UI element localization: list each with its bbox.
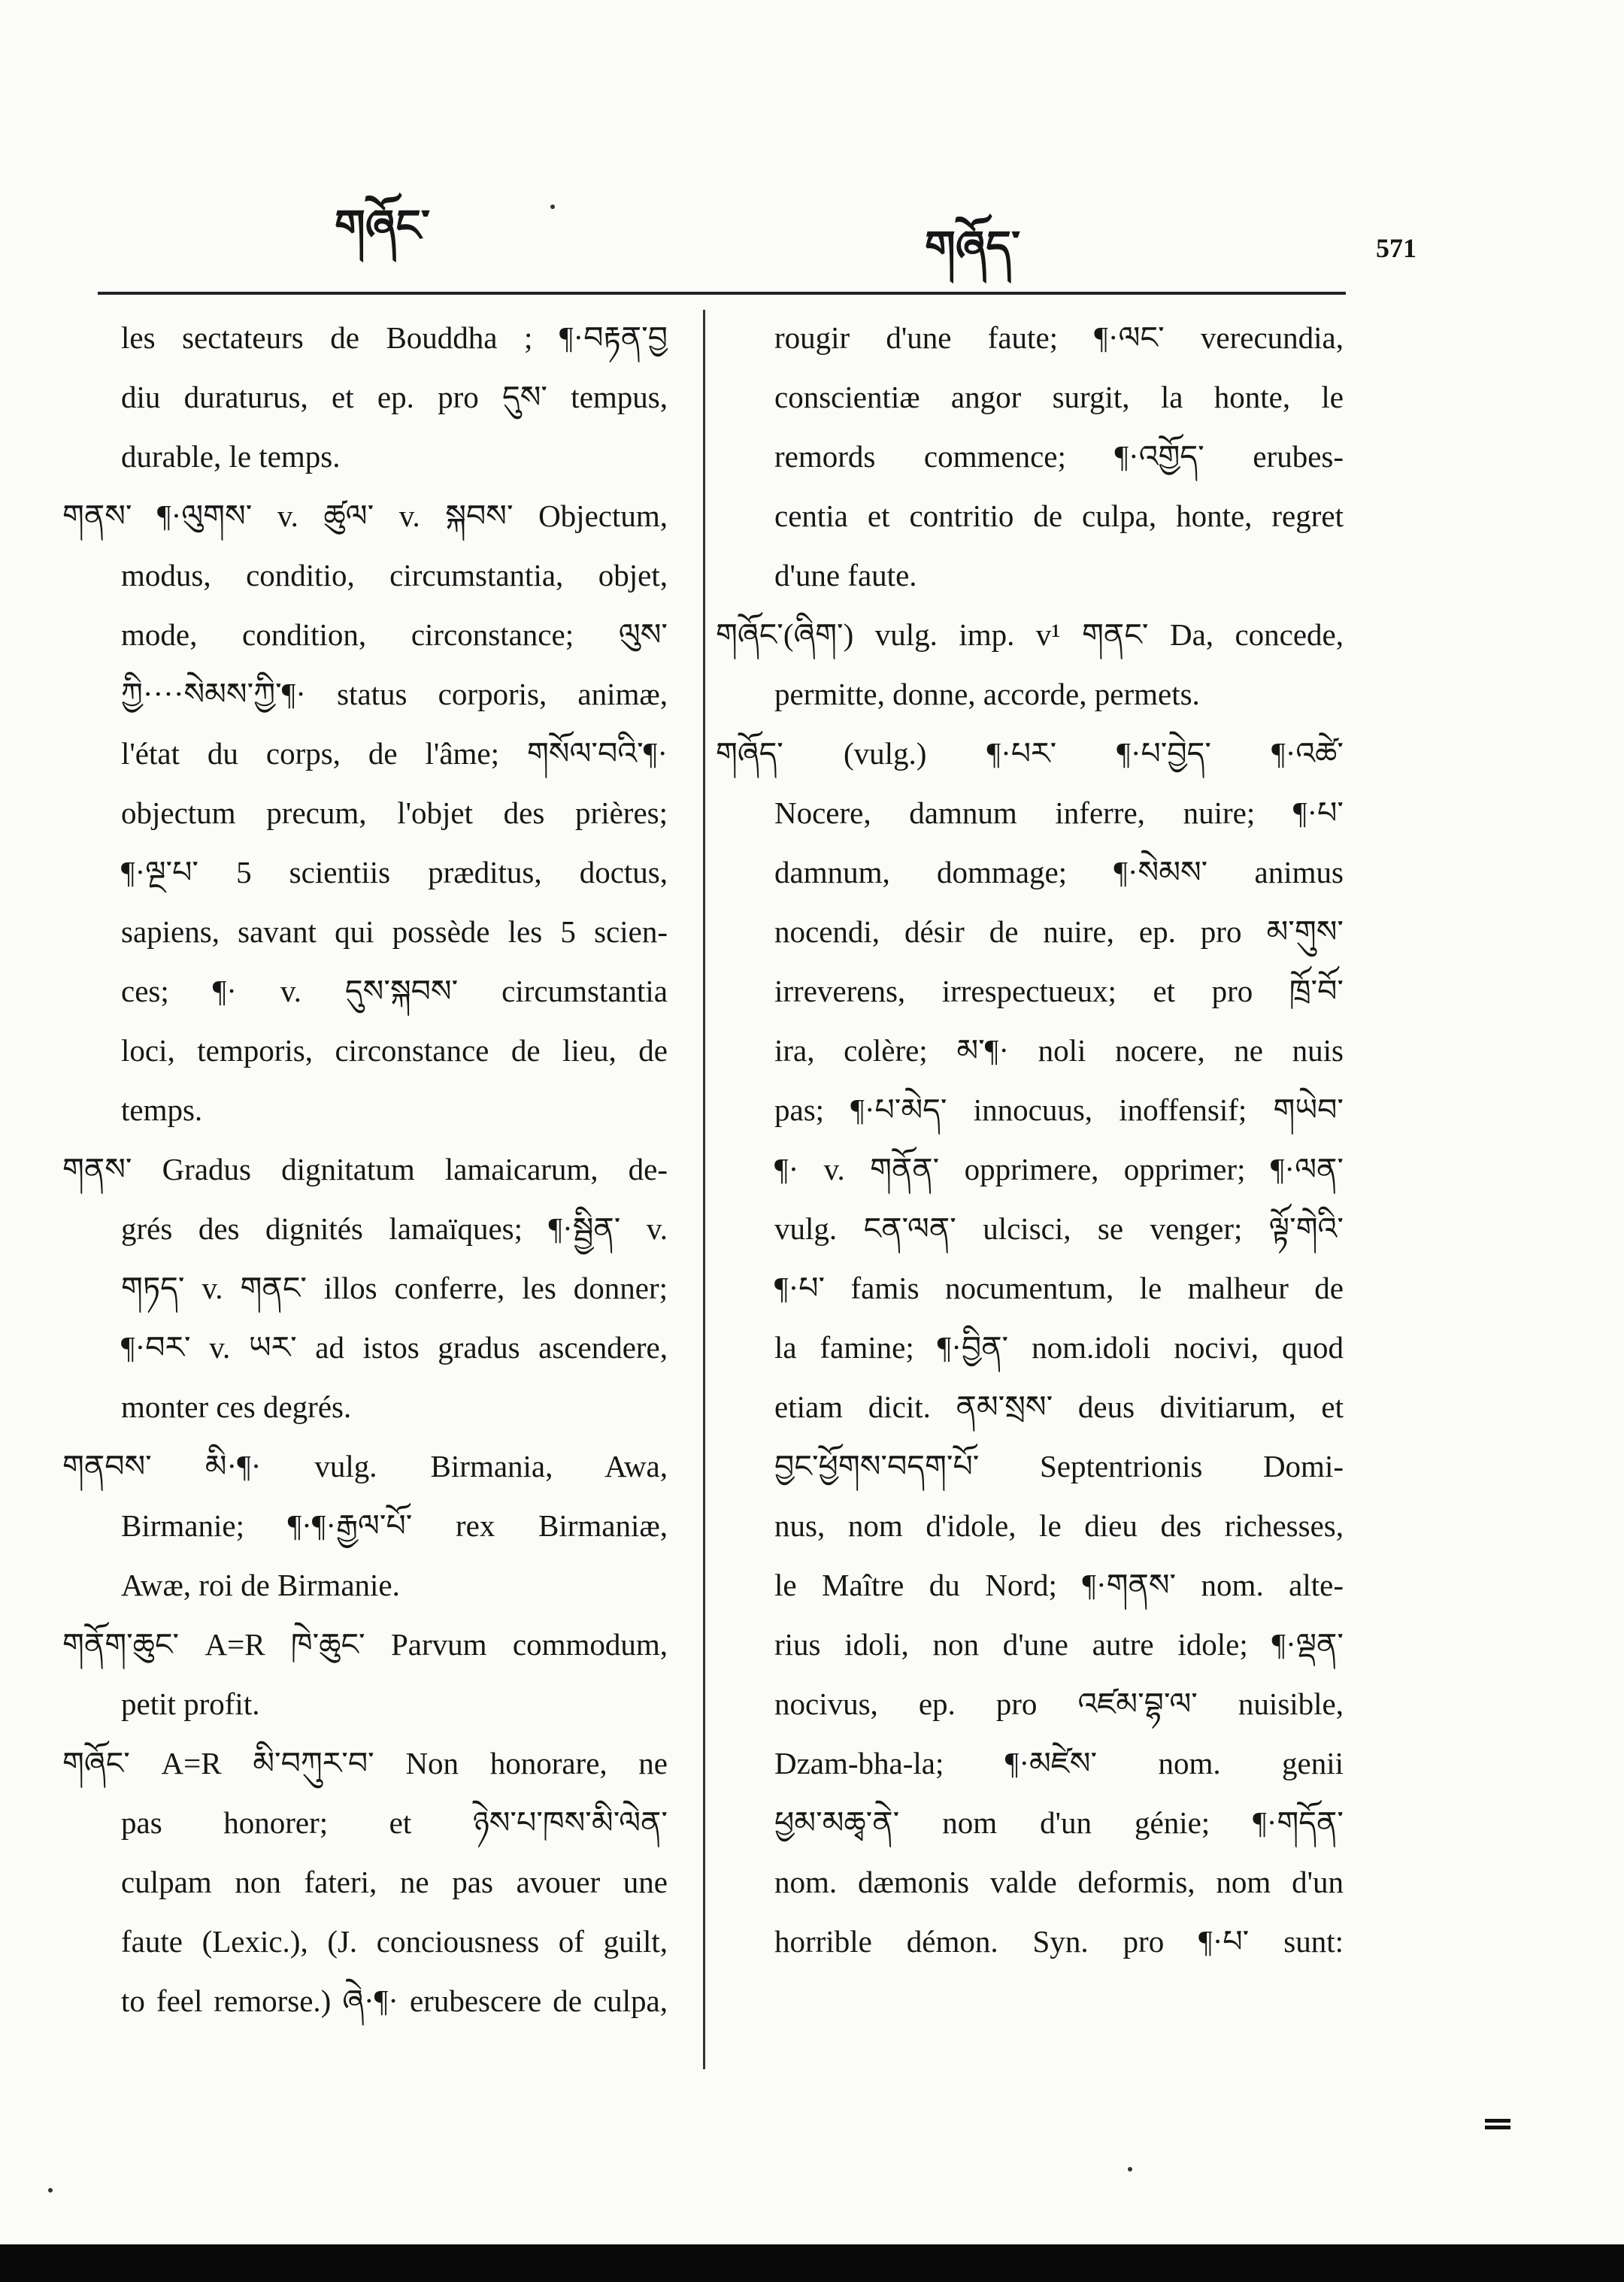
print-speck — [48, 2188, 53, 2193]
dictionary-line: la famine; ¶·བྱིན་ nom.idoli nocivi, quod — [774, 1330, 1344, 1365]
left-column — [62, 308, 668, 2031]
dictionary-line: pas honorer; et ཉེས་པ་ཁས་མི་ལེན་ — [121, 1805, 668, 1840]
dictionary-line: Dzam-bha-la; ¶·མཛེས་ nom. genii — [774, 1746, 1344, 1780]
dictionary-line: damnum, dommage; ¶·སེམས་ animus — [774, 855, 1344, 889]
dictionary-line: ¶·ལྔ་པ་ 5 scientiis præditus, doctus, — [121, 855, 668, 889]
dictionary-line: གཏད་ v. གནང་ illos conferre, les donner; — [121, 1271, 668, 1305]
dictionary-line: conscientiæ angor surgit, la honte, le — [774, 380, 1344, 414]
dictionary-line: remords commence; ¶·འགྱོད་ erubes- — [774, 439, 1344, 474]
dictionary-line: nom. dæmonis valde deformis, nom d'un — [774, 1865, 1344, 1899]
dictionary-entry-start: གནས་ ¶·ལུགས་ v. ཚུལ་ v. སྐབས་ Objectum, — [62, 499, 668, 533]
dictionary-line: permitte, donne, accorde, permets. — [774, 677, 1200, 711]
dictionary-line: diu duraturus, et ep. pro དུས་ tempus, — [121, 380, 668, 414]
dictionary-line: ཀྱི····སེམས་ཀྱི་¶· status corporis, animæ, — [121, 677, 668, 711]
dictionary-line: to feel remorse.) ཞེ·¶· erubescere de culpa, — [121, 1983, 668, 2018]
dictionary-entry-start: གཞོང་(ཞིག་) vulg. imp. v¹ གནང་ Da, concede, — [716, 617, 1344, 652]
dictionary-entry-start: གཞོད་ (vulg.) ¶·པར་ ¶·པ་བྱེད་ ¶·འཚེ་ — [716, 736, 1344, 771]
dictionary-line: mode, condition, circonstance; ལུས་ — [121, 617, 668, 652]
dictionary-line: rius idoli, non d'une autre idole; ¶·ལྡན་ — [774, 1627, 1344, 1662]
dictionary-line: ira, colère; མ་¶· noli nocere, ne nuis — [774, 1033, 1344, 1068]
dictionary-line: nus, nom d'idole, le dieu des richesses, — [774, 1508, 1344, 1543]
dictionary-line: vulg. ངན་ལན་ ulcisci, se venger; ལྟོ་གེའི་ — [774, 1211, 1344, 1246]
dictionary-line: ¶·པ་ famis nocumentum, le malheur de — [774, 1271, 1344, 1305]
dictionary-line: nocivus, ep. pro འཛམ་བྷ་ལ་ nuisible, — [774, 1686, 1344, 1721]
dictionary-line: monter ces degrés. — [121, 1390, 352, 1424]
dictionary-line: horrible démon. Syn. pro ¶·པ་ sunt: — [774, 1924, 1344, 1959]
print-speck — [1128, 2167, 1132, 2171]
dictionary-line: rougir d'une faute; ¶·ལང་ verecundia, — [774, 320, 1344, 355]
running-headword-left: གཞོང་ — [335, 202, 431, 250]
margin-mark — [1485, 2119, 1510, 2135]
dictionary-line: objectum precum, l'objet des prières; — [121, 796, 668, 830]
dictionary-line: d'une faute. — [774, 558, 917, 592]
dictionary-entry-start: གནས་ Gradus dignitatum lamaicarum, de- — [62, 1152, 668, 1186]
dictionary-line: le Maître du Nord; ¶·གནས་ nom. alte- — [774, 1568, 1344, 1602]
dictionary-line: durable, le temps. — [121, 439, 341, 474]
dictionary-line: grés des dignités lamaïques; ¶·སྦྱིན་ v. — [121, 1211, 668, 1246]
dictionary-line: ¶·བར་ v. ཡར་ ad istos gradus ascendere, — [121, 1330, 668, 1365]
dictionary-line: centia et contritio de culpa, honte, regret — [774, 499, 1344, 533]
dictionary-line: Birmanie; ¶·¶·རྒྱལ་པོ་ rex Birmaniæ, — [121, 1508, 668, 1543]
dictionary-line: irreverens, irrespectueux; et pro ཁྲོ་བོ་ — [774, 974, 1344, 1008]
scan-edge-bar — [0, 2244, 1624, 2282]
dictionary-line: ces; ¶· v. དུས་སྐབས་ circumstantia — [121, 974, 668, 1008]
dictionary-line: les sectateurs de Bouddha ; ¶·བརྟན་བྱ — [121, 320, 668, 355]
dictionary-line: sapiens, savant qui possède les 5 scien- — [121, 914, 668, 949]
dictionary-line: Nocere, damnum inferre, nuire; ¶·པ་ — [774, 796, 1344, 830]
dictionary-line: ¶· v. གནོན་ opprimere, opprimer; ¶·ལན་ — [774, 1152, 1344, 1186]
dictionary-line: faute (Lexic.), (J. conciousness of guilt, — [121, 1924, 668, 1959]
page-number: 571 — [1376, 233, 1416, 263]
running-headword-right: གཞོད་ — [925, 223, 1021, 271]
dictionary-line: etiam dicit. ནམ་སྲས་ deus divitiarum, et — [774, 1390, 1344, 1424]
dictionary-line: temps. — [121, 1093, 203, 1127]
dictionary-entry-start: གནོག་ཆུང་ A=R ཁེ་ཆུང་ Parvum commodum, — [62, 1627, 668, 1662]
right-column — [716, 308, 1344, 1971]
dictionary-line: modus, conditio, circumstantia, objet, — [121, 558, 668, 592]
column-divider — [703, 310, 705, 2069]
dictionary-entry-start: གཞོང་ A=R མི་བཀུར་བ་ Non honorare, ne — [62, 1746, 668, 1780]
dictionary-line: Awæ, roi de Birmanie. — [121, 1568, 400, 1602]
dictionary-line: l'état du corps, de l'âme; གསོལ་བའི་¶· — [121, 736, 668, 771]
dictionary-line: nocendi, désir de nuire, ep. pro མ་གུས་ — [774, 914, 1344, 949]
print-speck — [550, 205, 555, 209]
dictionary-line: pas; ¶·པ་མེད་ innocuus, inoffensif; གཡེབ་ — [774, 1093, 1344, 1127]
dictionary-line: petit profit. — [121, 1686, 260, 1721]
dictionary-entry-start: གནབས་ མི·¶· vulg. Birmania, Awa, — [62, 1449, 668, 1483]
dictionary-line: loci, temporis, circonstance de lieu, de — [121, 1033, 668, 1068]
header-rule — [98, 292, 1346, 295]
dictionary-line: culpam non fateri, ne pas avouer une — [121, 1865, 668, 1899]
dictionary-line: བྱང་ཕྱོགས་བདག་པོ་ Septentrionis Domi- — [774, 1449, 1344, 1483]
dictionary-line: ཕྱམ་མཆྭ་ནེ་ nom d'un génie; ¶·གདོན་ — [774, 1805, 1344, 1840]
